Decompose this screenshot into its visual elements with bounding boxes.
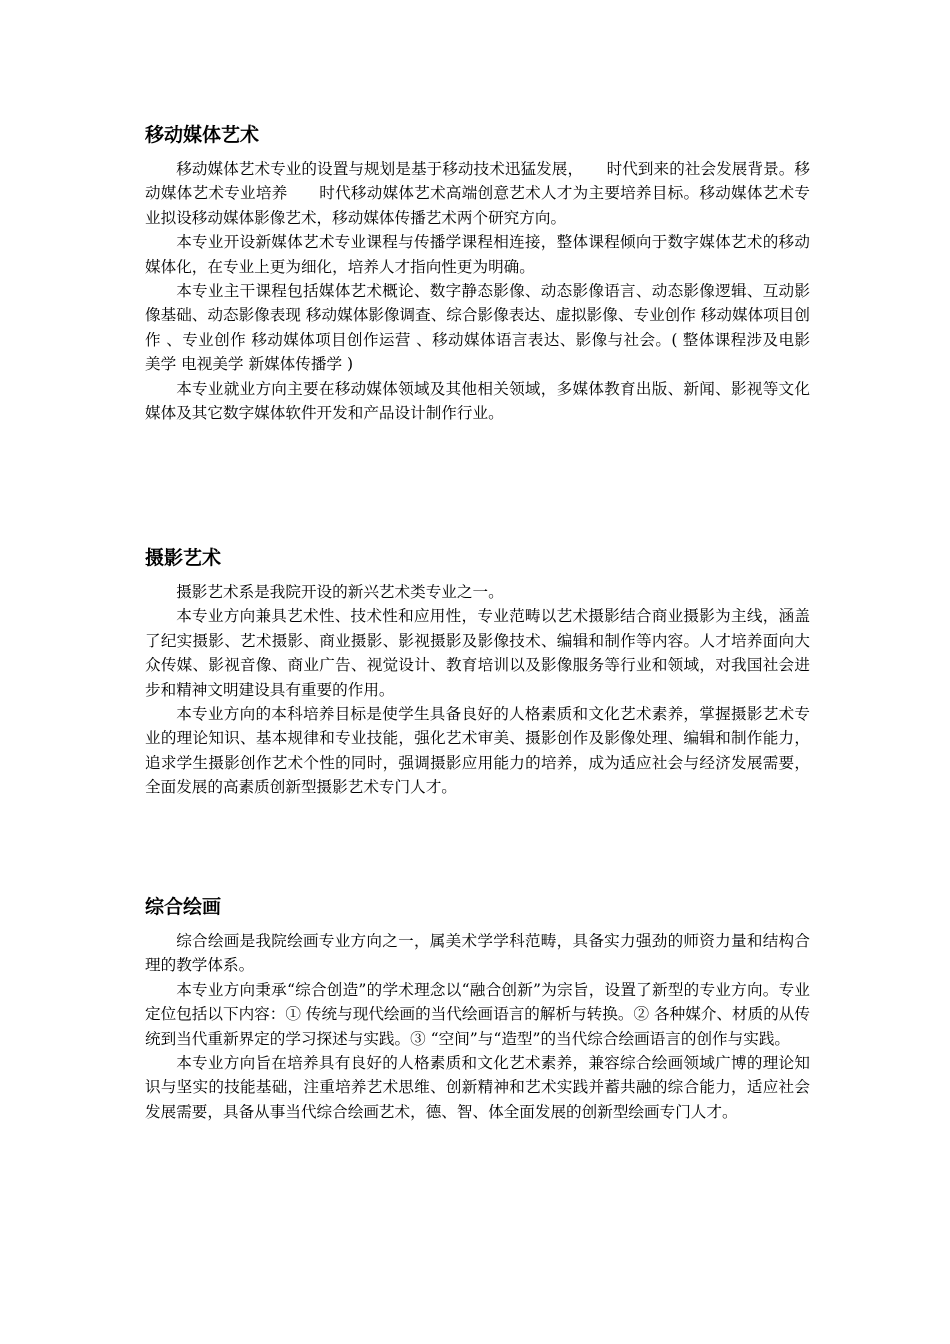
section-title: 摄影艺术 bbox=[145, 547, 222, 569]
paragraph: 本专业就业方向主要在移动媒体领域及其他相关领域，多媒体教育出版、新闻、影视等文化媒体及其它数字媒体软件开发和产品设计制作行业。 bbox=[145, 379, 810, 423]
paragraph: 本专业方向旨在培养具有良好的人格素质和文化艺术素养，兼容综合绘画领域广博的理论知识与坚实的技能基础，注重培养艺术思维、创新精神和艺术实践并蓄共融的综合能力，适应社会发展需要，具备从事当代综合绘画艺术，德、智、体全面发展的创新型绘画专门人才。 bbox=[145, 1054, 810, 1121]
section-photography-art bbox=[145, 544, 810, 800]
paragraph: 综合绘画是我院绘画专业方向之一，属美术学学科范畴，具备实力强劲的师资力量和结构合理的教学体系。 bbox=[145, 932, 810, 975]
section-title: 综合绘画 bbox=[145, 896, 222, 918]
paragraph: 本专业开设新媒体艺术专业课程与传播学课程相连接，整体课程倾向于数字媒体艺术的移动媒体化，在专业上更为细化，培养人才指向性更为明确。 bbox=[145, 233, 810, 276]
section-title: 移动媒体艺术 bbox=[145, 124, 260, 146]
paragraph: 本专业方向秉承“综合创造”的学术理念以“融合创新”为宗旨，设置了新型的专业方向。专业定位包括以下内容：① 传统与现代绘画的当代绘画语言的解析与转换。② 各种媒介、材质的从传统到当代重新界定的学习探述与实践。③ “空间”与“造型”的当代综合绘画语言的创作与实践。 bbox=[145, 980, 810, 1048]
paragraph: 摄影艺术系是我院开设的新兴艺术类专业之一。 bbox=[176, 583, 504, 601]
paragraph: 本专业方向的本科培养目标是使学生具备良好的人格素质和文化艺术素养，掌握摄影艺术专业的理论知识、基本规律和专业技能，强化艺术审美、摄影创作及影像处理、编辑和制作能力，追求学生摄影创作艺术个性的同时，强调摄影应用能力的培养，成为适应社会与经济发展需要，全面发展的高素质创新型摄影艺术专门人才。 bbox=[145, 705, 810, 797]
paragraph: 本专业主干课程包括媒体艺术概论、数字静态影像、动态影像语言、动态影像逻辑、互动影像基础、动态影像表现 移动媒体影像调查、综合影像表达、虚拟影像、专业创作 移动媒体项目创作 、专业创作 移动媒体项目创作运营 、移动媒体语言表达、影像与社会。( 整体课程涉及电影美学 电视美学 新媒体传播学 ) bbox=[145, 282, 810, 374]
section-mobile-media-art bbox=[145, 121, 810, 425]
paragraph: 本专业方向兼具艺术性、技术性和应用性，专业范畴以艺术摄影结合商业摄影为主线，涵盖了纪实摄影、艺术摄影、商业摄影、影视摄影及影像技术、编辑和制作等内容。人才培养面向大众传媒、影视音像、商业广告、视觉设计、教育培训以及影像服务等行业和领域，对我国社会进步和精神文明建设具有重要的作用。 bbox=[145, 607, 810, 699]
section-comprehensive-painting bbox=[145, 893, 810, 1124]
paragraph: 移动媒体艺术专业的设置与规划是基于移动技术迅猛发展， 时代到来的社会发展背景。移动媒体艺术专业培养 时代移动媒体艺术高端创意艺术人才为主要培养目标。移动媒体艺术专业拟设移动媒体影像艺术，移动媒体传播艺术两个研究方向。 bbox=[145, 160, 810, 227]
